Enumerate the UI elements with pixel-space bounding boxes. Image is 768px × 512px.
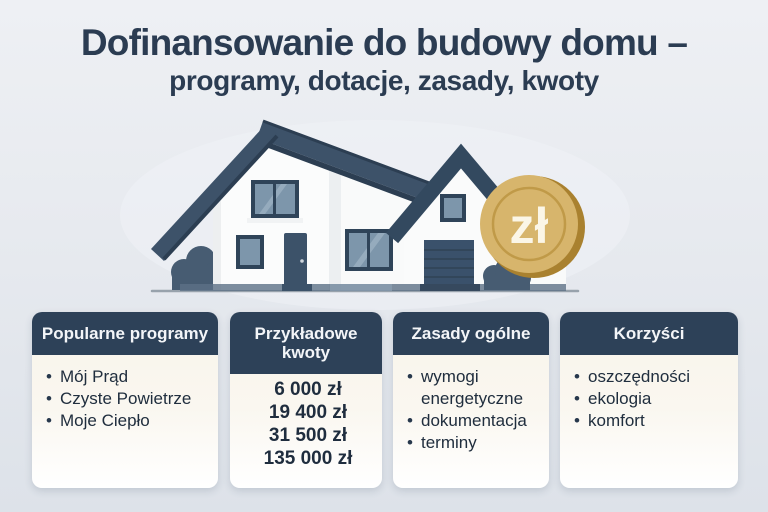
card-header: Zasady ogólne	[393, 312, 549, 355]
coin-currency-label: zł	[509, 198, 549, 254]
door-icon	[284, 233, 307, 286]
card-header: Popularne programy	[32, 312, 218, 355]
gable-wall-shade	[213, 201, 221, 290]
house-wall-seam	[328, 168, 341, 290]
card-example-amounts	[230, 312, 382, 488]
list-item: • oszczędności	[572, 366, 730, 388]
card-body	[393, 355, 549, 462]
list-item: • Mój Prąd	[44, 366, 210, 388]
card-body	[230, 374, 382, 478]
amount-value: 19 400 zł	[268, 402, 348, 423]
list-item: • Moje Ciepło	[44, 410, 210, 432]
bullet-list	[572, 366, 730, 432]
list-item: • terminy	[405, 432, 541, 454]
card-benefits	[560, 312, 738, 488]
garage-door-icon	[424, 240, 474, 290]
window-icon	[236, 235, 264, 269]
title-line-2: programy, dotacje, zasady, kwoty	[169, 65, 599, 96]
list-item: • ekologia	[572, 388, 730, 410]
card-popular-programs	[32, 312, 218, 488]
list-item: • komfort	[572, 410, 730, 432]
window-icon	[247, 180, 303, 223]
card-header: Przykładowe kwoty	[230, 312, 382, 374]
bullet-list	[405, 366, 541, 454]
card-general-rules	[393, 312, 549, 488]
card-header: Korzyści	[560, 312, 738, 355]
window-icon	[440, 194, 466, 222]
list-item: • dokumentacja	[405, 410, 541, 432]
title-line-1: Dofinansowanie do budowy domu –	[80, 22, 688, 63]
list-item: • wymogi energetyczne	[405, 366, 541, 410]
window-icon	[345, 229, 393, 271]
amount-value: 135 000 zł	[263, 448, 353, 469]
amount-value: 31 500 zł	[268, 425, 348, 446]
card-body	[560, 355, 738, 440]
card-body	[32, 355, 218, 440]
list-item: • Czyste Powietrze	[44, 388, 210, 410]
bullet-list	[44, 366, 210, 432]
amount-value: 6 000 zł	[274, 379, 342, 400]
